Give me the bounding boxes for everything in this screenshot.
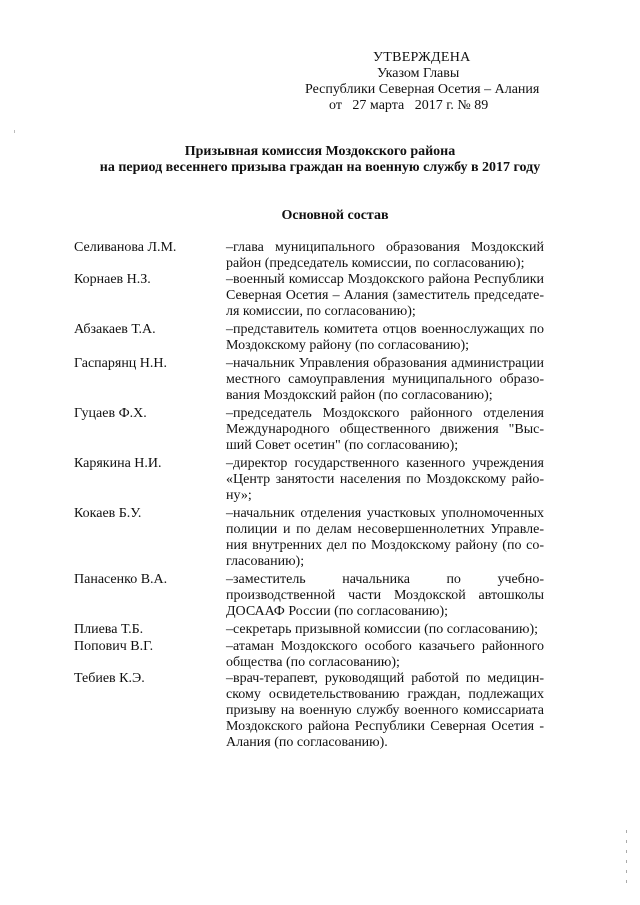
approval-title: УТВЕРЖДЕНА <box>373 50 471 65</box>
member-role-line: Алания (по согласованию). <box>226 735 388 750</box>
member-role-line: –атаман Моздокского особого казачьего районного <box>226 639 544 654</box>
member-row <box>74 272 550 320</box>
member-role <box>226 622 544 638</box>
scan-mark <box>14 130 15 133</box>
member-row <box>74 572 550 620</box>
member-role <box>226 322 544 354</box>
member-name: Карякина Н.И. <box>74 456 162 471</box>
composition-heading: Основной состав <box>281 208 389 223</box>
member-role <box>226 456 544 504</box>
members-list <box>74 240 550 753</box>
member-row <box>74 639 550 671</box>
member-role-line: район (председатель комиссии, по согласованию); <box>226 256 525 271</box>
member-role <box>226 639 544 671</box>
member-name: Гаспарянц Н.Н. <box>74 356 168 371</box>
member-row <box>74 356 550 404</box>
member-role <box>226 406 544 454</box>
member-name: Кокаев Б.У. <box>74 506 142 521</box>
member-role-line: полиции и по делам несовершеннолетних Управле- <box>226 522 544 537</box>
approval-decree: Указом Главы <box>377 66 460 81</box>
member-name: Корнаев Н.З. <box>74 272 151 287</box>
member-role-line: ну»; <box>226 488 252 503</box>
member-role-line: ля комиссии, по согласованию); <box>226 304 416 319</box>
member-name: Попович В.Г. <box>74 639 154 654</box>
member-role-line: ния внутренних дел по Моздокскому району (по со- <box>226 538 544 553</box>
commission-title-line-1: Призывная комиссия Моздокского района <box>184 144 456 159</box>
member-role-line: Северная Осетия – Алания (заместитель председате- <box>226 288 544 303</box>
member-role-line: Международного общественного движения "Выс- <box>226 422 544 437</box>
member-role <box>226 240 544 272</box>
approval-republic: Республики Северная Осетия – Алания <box>305 82 540 97</box>
member-row <box>74 506 550 570</box>
member-name: Селиванова Л.М. <box>74 240 177 255</box>
member-name: Плиева Т.Б. <box>74 622 144 637</box>
member-role-line: ший Совет осетин" (по согласованию); <box>226 438 459 453</box>
member-row <box>74 322 550 354</box>
member-role-line: призыву на военную службу военного комиссариата <box>226 703 544 718</box>
member-role-line: –представитель комитета отцов военнослужащих по <box>226 322 544 337</box>
member-role-line: вания Моздокский район (по согласованию); <box>226 388 493 403</box>
member-role-line: –начальник Управления образования администрации <box>226 356 544 371</box>
member-name: Абзакаев Т.А. <box>74 322 156 337</box>
member-role-line: –врач-терапевт, руководящий работой по медицин- <box>226 671 544 686</box>
member-role-line: –военный комиссар Моздокского района Республики <box>226 272 544 287</box>
member-role-line: –заместитель начальника по учебно- <box>226 572 544 587</box>
member-role-line: «Центр занятости населения по Моздокскому райо- <box>226 472 544 487</box>
member-row <box>74 671 550 751</box>
member-role-line: –начальник отделения участковых уполномоченных <box>226 506 544 521</box>
member-role-line: –директор государственного казенного учреждения <box>226 456 544 471</box>
member-role-line: общества (по согласованию); <box>226 655 400 670</box>
member-role-line: –председатель Моздокского районного отделения <box>226 406 544 421</box>
member-role <box>226 671 544 751</box>
member-role-line: местного самоуправления муниципального образо- <box>226 372 544 387</box>
member-role-line: ДОСААФ России (по согласованию); <box>226 604 449 619</box>
member-row <box>74 622 550 638</box>
member-row <box>74 456 550 504</box>
member-role <box>226 572 544 620</box>
member-role-line: –секретарь призывной комиссии (по согласованию); <box>226 622 539 637</box>
approval-date: от 27 марта 2017 г. № 89 <box>329 98 489 113</box>
member-role-line: Моздокскому району (по согласованию); <box>226 338 469 353</box>
commission-title <box>60 144 580 176</box>
scan-margin-marks <box>626 830 630 890</box>
member-role <box>226 506 544 570</box>
member-name: Панасенко В.А. <box>74 572 168 587</box>
member-row <box>74 240 550 272</box>
approval-block <box>305 50 545 114</box>
member-role-line: гласованию); <box>226 554 305 569</box>
member-name: Гуцаев Ф.Х. <box>74 406 147 421</box>
member-role <box>226 272 544 320</box>
member-role-line: –глава муниципального образования Моздокский <box>226 240 544 255</box>
member-role <box>226 356 544 404</box>
member-role-line: скому освидетельствованию граждан, подлежащих <box>226 687 544 702</box>
member-row <box>74 406 550 454</box>
member-role-line: производственной части Моздокской автошколы <box>226 588 544 603</box>
commission-title-line-2: на период весеннего призыва граждан на военную службу в 2017 году <box>99 160 541 175</box>
member-role-line: Моздокского района Республики Северная Осетия - <box>226 719 544 734</box>
member-name: Тебиев К.Э. <box>74 671 145 686</box>
